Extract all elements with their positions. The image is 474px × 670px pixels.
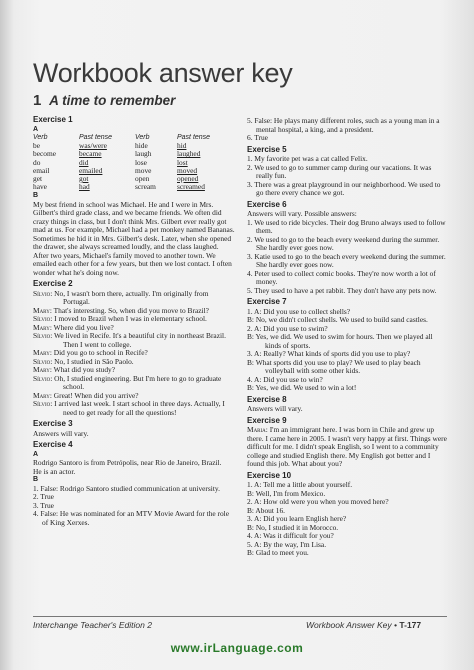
list-item: 1. We used to ride bicycles. Their dog Bruno always used to follow them.: [247, 217, 446, 235]
exercise-4-a-text: Rodrigo Santoro is from Petrópolis, near Rio de Janeiro, Brazil.: [33, 458, 222, 468]
list-item: 3. A: Did you learn English here?: [247, 514, 347, 523]
footer-section: Workbook Answer Key: [306, 620, 392, 630]
unit-heading: [33, 92, 175, 109]
exercise-4-part-b: B: [33, 476, 39, 484]
exercise-10-title: Exercise 10: [247, 470, 292, 480]
exercise-4-a-text-2: He is an actor.: [33, 466, 76, 476]
exercise-4-title: Exercise 4: [33, 440, 73, 450]
verb-cell: screamed: [177, 182, 205, 192]
list-item: 4. A: Was it difficult for you?: [247, 531, 334, 540]
exercise-8-title: Exercise 8: [247, 394, 287, 404]
footer-divider: [33, 616, 447, 617]
dialogue-text: That's interesting. So, when did you move to Brazil?: [53, 305, 209, 315]
speaker-label: Mary:: [33, 390, 52, 400]
watermark-link[interactable]: www.irLanguage.com: [170, 641, 304, 655]
list-item: 2. True: [33, 492, 54, 502]
dialogue-text: Did you go to school in Recife?: [53, 348, 148, 358]
list-item: B: Yes, we did. We used to win a lot!: [247, 383, 357, 392]
dialogue-text: No, I studied in São Paolo.: [54, 356, 134, 366]
verb-cell: become: [33, 149, 56, 159]
dialogue-text: I arrived last week. I start school in three days. Actually, I need to get ready for all the questions!: [54, 399, 225, 417]
exercise-9-body: I'm an immigrant here. I was born in Chile and grew up there. I came here in 2005. I wasn't very happy at first. Things were difficult for me. I didn't speak English, so I went to a community college and studied English there. My English got better and I found this job. What about you?: [247, 425, 447, 468]
list-item: B: What sports did you use to play? We used to play beach volleyball with some other kids.: [247, 357, 421, 375]
list-item: 5. They used to have a pet rabbit. They don't have any pets now.: [247, 285, 437, 295]
speaker-label: Mary:: [33, 365, 52, 375]
exercise-1-part-a: A: [33, 125, 39, 133]
exercise-2-title: Exercise 2: [33, 279, 73, 289]
list-item: 3. True: [33, 500, 54, 510]
verb-cell: do: [33, 157, 41, 167]
exercise-1-title: Exercise 1: [33, 115, 73, 124]
list-item: B: Well, I'm from Mexico.: [247, 488, 326, 498]
dialogue-text: No, I wasn't born there, actually. I'm originally from Portugal.: [54, 288, 209, 307]
exercise-3-text: Answers will vary.: [33, 428, 89, 438]
footer-bullet: •: [394, 620, 398, 630]
list-item: 5. False: He plays many different roles, such as a young man in a mental hospital, a king, and a president.: [247, 116, 440, 134]
verb-cell: moved: [177, 165, 198, 175]
exercise-9-title: Exercise 9: [247, 415, 287, 425]
dialogue-line: [33, 332, 235, 349]
page-title: Workbook answer key: [33, 58, 293, 88]
list-item: 1. False: Rodrigo Santoro studied communication at university.: [33, 483, 220, 493]
exercise-2-dialogue: [33, 290, 235, 418]
speaker-label: Sílvio:: [33, 373, 53, 383]
speaker-label: Maria:: [247, 425, 268, 434]
verb-cell: got: [79, 174, 89, 184]
verb-header: Verb: [33, 134, 48, 141]
list-item: 2. We used to go to the beach every weekend during the summer. She hardly ever goes now.: [247, 234, 440, 252]
verb-cell: laugh: [135, 149, 152, 159]
exercise-8-text: Answers will vary.: [247, 404, 303, 413]
verb-cell: emailed: [79, 165, 103, 175]
exercise-7-title: Exercise 7: [247, 297, 287, 306]
verb-cell: email: [33, 165, 50, 175]
speaker-label: Mary:: [33, 348, 52, 358]
list-item: 4. Peter used to collect comic books. They're now worth a lot of money.: [247, 268, 436, 286]
speaker-label: Sílvio:: [33, 288, 53, 298]
dialogue-line: [33, 375, 235, 392]
page-number: T-177: [399, 620, 422, 630]
exercise-1-part-b: B: [33, 192, 39, 200]
speaker-label: Mary:: [33, 305, 52, 315]
left-column: [33, 113, 235, 527]
verb-table: [33, 134, 235, 191]
exercise-4-part-a: A: [33, 450, 39, 458]
footer-right: [306, 620, 421, 630]
verb-cell: scream: [135, 182, 156, 192]
verb-cell: laughed: [177, 149, 201, 159]
exercise-3-title: Exercise 3: [33, 419, 73, 429]
verb-cell: hid: [177, 141, 187, 151]
verb-cell: lost: [177, 157, 188, 167]
verb-cell: opened: [177, 174, 199, 184]
exercise-6-title: Exercise 6: [247, 199, 287, 209]
list-item: B: Yes, we did. We used to swim for hours. Then we played all kinds of sports.: [247, 332, 433, 350]
speaker-label: Sílvio:: [33, 399, 53, 409]
dialogue-line: [33, 400, 235, 417]
speaker-label: Mary:: [33, 322, 52, 332]
verb-cell: did: [79, 157, 89, 167]
unit-title: A time to remember: [49, 93, 176, 108]
list-item: B: Glad to meet you.: [247, 548, 309, 557]
speaker-label: Sílvio:: [33, 356, 53, 366]
dialogue-text: Great! When did you arrive?: [53, 390, 139, 400]
verb-cell: have: [33, 182, 47, 192]
list-item: 1. A: Did you use to collect shells?: [247, 306, 351, 316]
exercise-9-text: [247, 426, 447, 469]
list-item: 2. A: How old were you when you moved here?: [247, 497, 389, 506]
list-item: B: No, I studied it in Morocco.: [247, 522, 339, 532]
speaker-label: Sílvio:: [33, 314, 53, 324]
list-item: 1. My favorite pet was a cat called Felix.: [247, 154, 368, 163]
list-item: 1. A: Tell me a little about yourself.: [247, 480, 353, 489]
list-item: 2. A: Did you use to swim?: [247, 323, 328, 333]
verb-cell: became: [79, 149, 102, 159]
list-item: B: About 16.: [247, 505, 285, 515]
dialogue-text: Oh, I studied engineering. But I'm here to go to graduate school.: [54, 373, 222, 392]
footer-left: Interchange Teacher's Edition 2: [33, 620, 152, 630]
dialogue-text: What did you study?: [53, 365, 115, 375]
dialogue-text: I moved to Brazil when I was in elementary school.: [54, 314, 207, 324]
list-item: 2. We used to go to summer camp during our vacations. It was really fun.: [247, 162, 432, 180]
dialogue-text: Where did you live?: [53, 322, 114, 332]
list-item: 4. False: He was nominated for an MTV Movie Award for the role of King Xerxes.: [33, 509, 230, 527]
verb-cell: hide: [135, 141, 148, 151]
exercise-6-intro: Answers will vary. Possible answers:: [247, 209, 357, 218]
verb-header: Past tense: [177, 134, 211, 141]
verb-cell: be: [33, 141, 40, 151]
verb-cell: was/were: [79, 141, 107, 151]
verb-cell: move: [135, 165, 152, 175]
list-item: 3. A: Really? What kinds of sports did you use to play?: [247, 349, 411, 358]
list-item: B: No, we didn't collect shells. We used to build sand castles.: [247, 315, 428, 324]
speaker-label: Sílvio:: [33, 331, 53, 341]
verb-cell: open: [135, 174, 150, 184]
list-item: 6. True: [247, 133, 268, 142]
right-column: [247, 117, 447, 558]
dialogue-text: We lived in Recife. It's a beautiful city in northeast Brazil. Then I went to college.: [54, 331, 226, 349]
exercise-5-title: Exercise 5: [247, 144, 287, 154]
verb-cell: get: [33, 174, 43, 184]
verb-cell: had: [79, 182, 90, 192]
list-item: 5. A: By the way, I'm Lisa.: [247, 539, 327, 549]
verb-header: Verb: [135, 134, 150, 141]
exercise-1-paragraph: My best friend in school was Michael. He and I were in Mrs. Gilbert's third grade class, and we became friends. We often did crazy things in class, but I don't think Mrs. Gilbert ever really got mad at us. For example, Michael had a pet monkey named Bananas. Sometimes he hid it in Mrs. Gilbert's desk. Later, when she opened the drawer, she always screamed loudly, and the class laughed. After two years, Michael's family moved to another town. We emailed each other for a few years, but then we lost contact. I often wonder what he's doing now.: [33, 199, 235, 277]
list-item: 4. A: Did you use to win?: [247, 374, 323, 384]
verb-header: Past tense: [79, 134, 113, 141]
unit-number: 1: [33, 92, 42, 109]
verb-cell: lose: [135, 157, 147, 167]
dialogue-line: [33, 290, 235, 307]
list-item: 3. Katie used to go to the beach every weekend during the summer. She hardly ever goes now.: [247, 251, 446, 269]
list-item: 3. There was a great playground in our neighborhood. We used to go there every chance we got.: [247, 179, 441, 197]
